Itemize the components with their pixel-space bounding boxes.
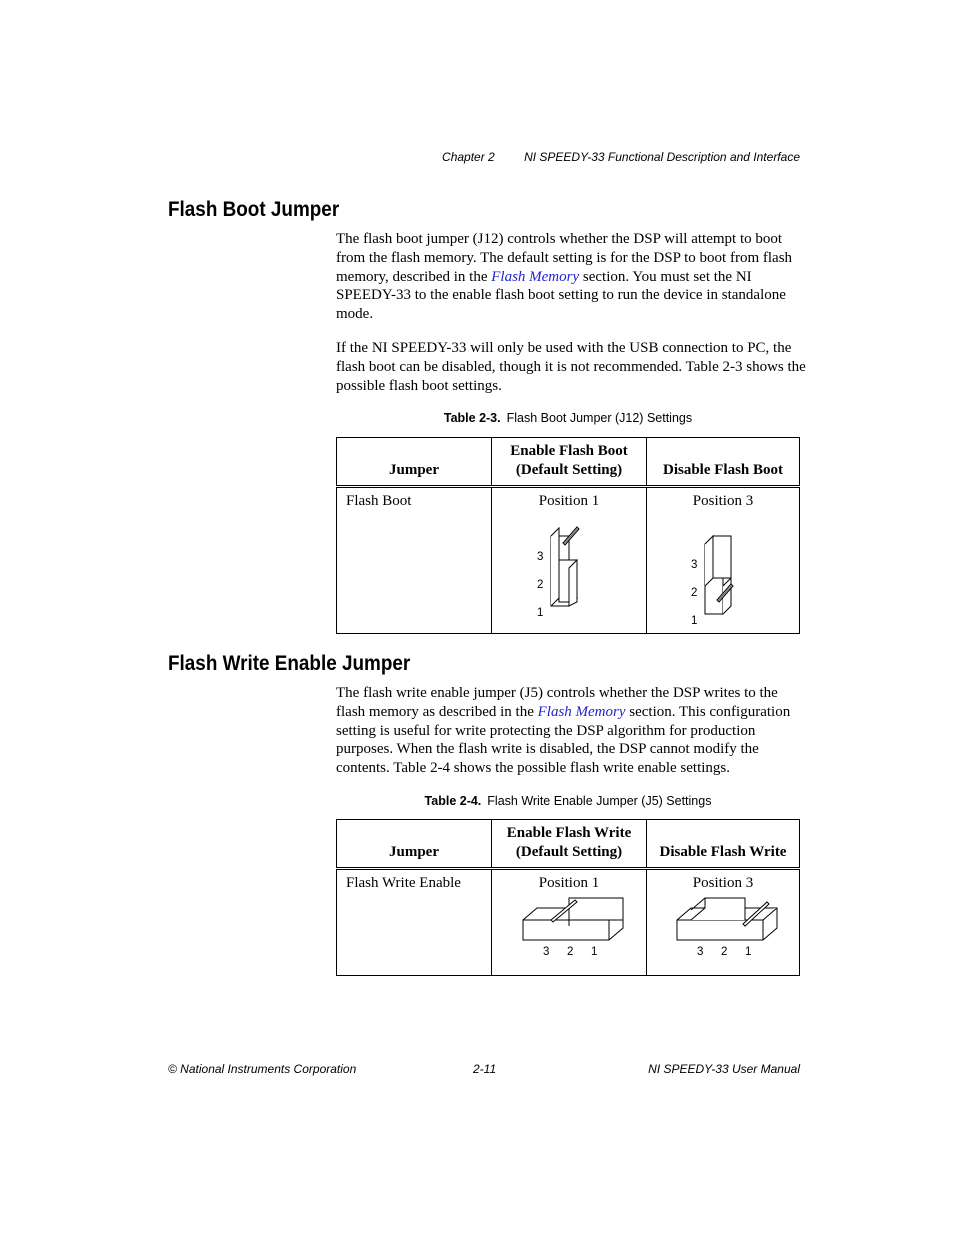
footer-copyright: © National Instruments Corporation [168, 1062, 357, 1076]
table-2-4-caption [336, 794, 800, 808]
text-run: The flash write enable jumper (J5) controls whether the DSP writes to the flash memory as described in the [336, 685, 778, 720]
heading-flash-write: Flash Write Enable Jumper [168, 652, 411, 675]
table-row [337, 487, 800, 634]
header-chapter: Chapter 2 [442, 150, 495, 164]
heading-flash-boot: Flash Boot Jumper [168, 198, 340, 221]
enable-cell [492, 487, 647, 634]
disable-position: Position 3 [692, 875, 754, 891]
vertical-jumper-position-1-diagram [529, 510, 609, 619]
pin-label: 1 [745, 946, 752, 958]
running-header [0, 150, 800, 164]
pin-label: 3 [543, 946, 550, 958]
horizontal-jumper-position-1-diagram [513, 892, 625, 960]
vertical-jumper-position-3-diagram [683, 510, 763, 627]
row-label: Flash Boot [337, 487, 492, 634]
text-run: section. You must set the NI SPEEDY-33 to the enable flash boot setting to run the device in standalone mode. [336, 268, 786, 323]
pin-label: 1 [591, 946, 598, 958]
pin-label: 1 [691, 615, 698, 627]
header-title: NI SPEEDY-33 Functional Description and Interface [524, 150, 800, 164]
table-2-3-caption [336, 411, 800, 425]
col-enable-line2: (Default Setting) [515, 843, 623, 860]
col-enable-line2: (Default Setting) [515, 461, 623, 478]
col-enable [492, 820, 647, 869]
text-run: section. This configuration setting is useful for write protecting the DSP algorithm for production purposes. When the flash write is disabled, the DSP cannot modify the contents. Table 2-4 shows the possible flash write enable settings. [336, 703, 791, 777]
table-flash-boot [336, 437, 800, 634]
enable-cell [492, 869, 647, 976]
horizontal-jumper-position-3-diagram [667, 892, 779, 960]
col-disable: Disable Flash Boot [647, 438, 800, 487]
caption-number: Table 2-3. [443, 411, 501, 425]
caption-number: Table 2-4. [424, 794, 482, 808]
pin-label: 3 [697, 946, 704, 958]
pin-label: 2 [691, 587, 698, 599]
col-jumper: Jumper [337, 438, 492, 487]
caption-text: Flash Write Enable Jumper (J5) Settings [487, 794, 712, 808]
flash-boot-paragraph-2: If the NI SPEEDY-33 will only be used with the USB connection to PC, the flash boot can be disabled, though it is not recommended. Table 2-3 shows the possible flash boot settings. [336, 340, 806, 394]
table-flash-write [336, 819, 800, 976]
text-run: The flash boot jumper (J12) controls whether the DSP will attempt to boot from the flash memory. The default setting is for the DSP to boot from flash memory, described in the [336, 231, 793, 285]
pin-label: 2 [567, 946, 574, 958]
section-heading-flash-write [168, 652, 437, 676]
col-enable [492, 438, 647, 487]
pin-label: 2 [537, 579, 544, 591]
table-header-row [337, 438, 800, 487]
col-enable-line1: Enable Flash Boot [510, 443, 628, 459]
footer-page-number: 2-11 [473, 1062, 497, 1076]
col-jumper: Jumper [337, 820, 492, 869]
pin-label: 2 [721, 946, 728, 958]
flash-write-paragraph-1 [336, 684, 806, 778]
pin-label: 3 [691, 559, 698, 571]
col-disable: Disable Flash Write [647, 820, 800, 869]
footer-manual-title: NI SPEEDY-33 User Manual [648, 1062, 800, 1076]
flash-memory-link[interactable]: Flash Memory [537, 703, 626, 720]
table-header-row [337, 820, 800, 869]
col-enable-line1: Enable Flash Write [506, 825, 632, 841]
pin-label: 1 [537, 607, 544, 619]
flash-memory-link[interactable]: Flash Memory [491, 268, 580, 285]
caption-text: Flash Boot Jumper (J12) Settings [506, 411, 693, 425]
section-heading-flash-boot [168, 198, 358, 222]
disable-cell [647, 487, 800, 634]
disable-cell [647, 869, 800, 976]
flash-boot-paragraph-1 [336, 230, 806, 324]
enable-position: Position 1 [538, 875, 600, 891]
disable-position: Position 3 [692, 493, 754, 509]
enable-position: Position 1 [538, 493, 600, 509]
row-label: Flash Write Enable [337, 869, 492, 976]
table-row [337, 869, 800, 976]
pin-label: 3 [537, 551, 544, 563]
